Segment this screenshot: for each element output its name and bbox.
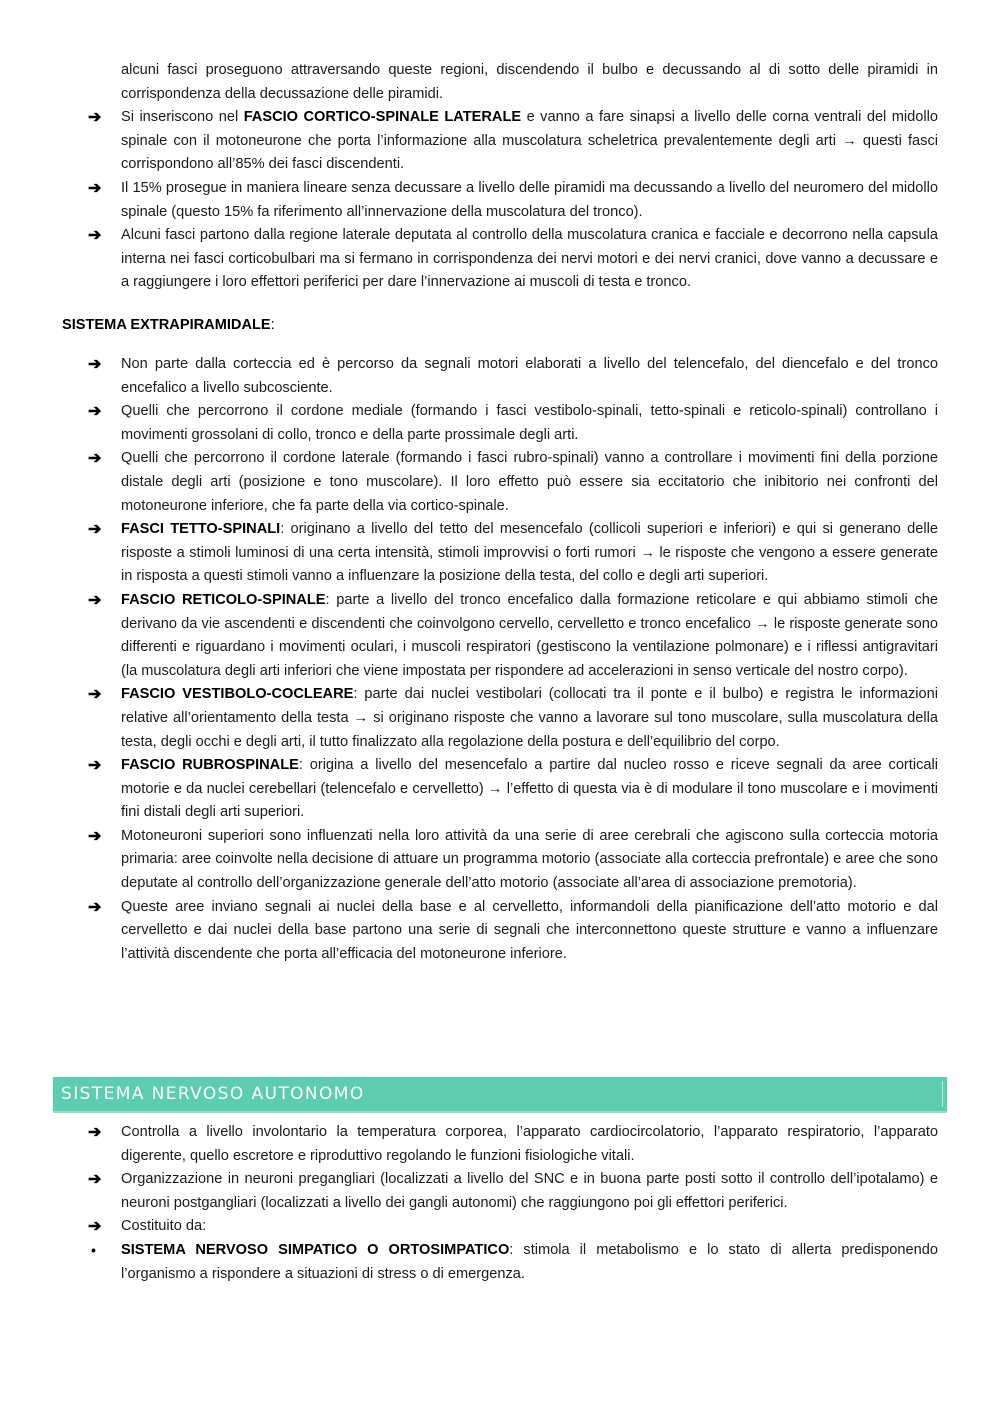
list-item: [0, 518, 1000, 589]
arrow-icon: ➔: [88, 356, 102, 373]
item-text: Queste aree inviano segnali ai nuclei della base e al cervelletto, informandoli della pianificazione dell’atto motorio e dal cervelletto e dai nuclei della base partono una serie di segnali che interconnettono queste strutture e vanno a influenzare l’attività discendente che porta all’efficacia del motoneurone inferiore.: [121, 898, 938, 962]
section-heading: SISTEMA NERVOSO AUTONOMO: [61, 1084, 365, 1104]
item-text: Motoneuroni superiori sono influenzati nella loro attività da una serie di aree cerebrali che agiscono sulla corteccia motoria primaria: aree coinvolte nella decisione di attuare un programma motorio (associate alla corteccia prefrontale) e aree che sono deputate al controllo dell’organizzazione generale dell’atto motorio (associate all’area di associazione premotoria).: [121, 827, 938, 892]
bold-term: SISTEMA NERVOSO SIMPATICO O ORTOSIMPATICO: [121, 1241, 510, 1258]
list-item: [0, 589, 1000, 683]
arrow-icon: ➔: [88, 757, 102, 775]
list-item: [0, 1168, 1000, 1215]
section-heading-bar: [53, 1077, 947, 1113]
heading-bar-divider: [942, 1081, 943, 1107]
item-text: Costituito da:: [121, 1218, 207, 1235]
extrapiramidale-label: [62, 314, 275, 336]
bold-term: FASCIO CORTICO-SPINALE LATERALE: [243, 109, 522, 126]
arrow-icon: ➔: [88, 521, 102, 539]
list-item: [0, 224, 1000, 295]
arrow-icon: ➔: [88, 1171, 102, 1189]
arrow-icon: ➔: [88, 827, 102, 845]
item-text: Quelli che percorrono il cordone mediale (formando i fasci vestibolo-spinali, tetto-spinali e reticolo-spinali) controllano i movimenti grossolani di collo, tronco e della parte prossimale degli arti.: [121, 403, 938, 443]
list-item: [0, 177, 1000, 224]
item-text: : parte dai nuclei vestibolari (collocati tra il ponte e il bulbo) e registra le informazioni relative all’orientamento della testa → si originano risposte che vanno a lavorare sul tono muscolare, sulla muscolatura della testa, degli occhi e degli arti, il tutto finalizzato alla regolazione della postura e dell’equilibrio del corpo.: [121, 686, 938, 750]
top-paragraph-list: [0, 59, 1000, 295]
list-item: [0, 447, 1000, 518]
arrow-icon: ➔: [88, 227, 102, 245]
arrow-icon: ➔: [88, 109, 102, 127]
item-text: Non parte dalla corteccia ed è percorso da segnali motori elaborati a livello del telencefalo, del diencefalo e del tronco encefalico a livello subcosciente.: [121, 356, 938, 396]
bold-term: FASCIO VESTIBOLO-COCLEARE: [121, 686, 354, 703]
extrapiramidale-label-text: SISTEMA EXTRAPIRAMIDALE: [62, 317, 271, 333]
arrow-icon: ➔: [88, 179, 102, 197]
list-item: [0, 683, 1000, 754]
extrapiramidale-list: [0, 353, 1000, 966]
bold-term: FASCIO RUBROSPINALE: [121, 757, 299, 774]
item-text: alcuni fasci proseguono attraversando queste regioni, discendendo il bulbo e decussando al di sotto delle piramidi in corrispondenza della decussazione delle piramidi.: [121, 62, 938, 102]
item-text: : origina a livello del mesencefalo a partire dal nucleo rosso e riceve segnali da aree corticali motorie e da nuclei cerebellari (telencefalo e cervelletto) → l’effetto di questa via è di modulare il tono muscolare e i movimenti fini distali degli arti superiori.: [121, 757, 938, 821]
list-item: [0, 106, 1000, 177]
extrapiramidale-label-colon: :: [270, 317, 275, 333]
item-text: Alcuni fasci partono dalla regione laterale deputata al controllo della muscolatura cranica e facciale e decorrono nella capsula interna nei fasci corticobulbari ma si fermano in corrispondenza dei nervi motori e dei nervi cranici, dove vanno a decussare e a raggiungere i loro effettori periferici per dare l’innervazione ai muscoli di testa e tronco.: [121, 227, 938, 291]
item-text: e vanno a fare sinapsi a livello delle corna ventrali del midollo spinale con il motoneurone che porta l’informazione alla muscolatura scheletrica prevalentemente degli arti → questi fasci corrispondono all’85% dei fasci discendenti.: [121, 109, 939, 173]
list-item: [0, 1239, 1000, 1286]
bullet-icon: •: [91, 1241, 96, 1258]
item-text: : originano a livello del tetto del mesencefalo (collicoli superiori e inferiori) e qui si generano delle risposte a stimoli luminosi di una certa intensità, stimoli improvvisi o forti rumori → le risposte che vengono a essere generate in risposta a questi stimoli vanno a influenzare la posizione della testa, del collo e degli arti superiori.: [121, 521, 938, 585]
item-text: : parte a livello del tronco encefalico dalla formazione reticolare e qui abbiamo stimoli che derivano da vie ascendenti e discendenti che coinvolgono cervello, cervelletto e tronco encefalico → le risposte generate sono differenti e riguardano i movimenti oculari, i muscoli respiratori (gestiscono la ventilazione polmonare) e i riflessi antigravitari (la muscolatura degli arti inferiori che viene impostata per rispondere ad accelerazioni in senso verticale del nostro corpo).: [121, 591, 938, 679]
arrow-icon: ➔: [88, 450, 102, 468]
list-item: [0, 353, 1000, 400]
arrow-icon: ➔: [88, 1124, 102, 1141]
bold-term: FASCI TETTO-SPINALI: [121, 521, 281, 538]
list-item: [0, 1215, 1000, 1239]
item-text: Il 15% prosegue in maniera lineare senza decussare a livello delle piramidi ma decussando a livello del neuromero del midollo spinale (questo 15% fa riferimento all’innervazione della muscolatura del tronco).: [121, 179, 938, 220]
item-text: Controlla a livello involontario la temperatura corporea, l’apparato cardiocircolatorio, l’apparato respiratorio, l’apparato digerente, quello escretore e riproduttivo regolando le funzioni fisiologiche vitali.: [121, 1124, 938, 1164]
list-item: [0, 59, 1000, 106]
item-text: Quelli che percorrono il cordone laterale (formando i fasci rubro-spinali) vanno a controllare i movimenti fini della porzione distale degli arti (posizione e tono muscolare). Il loro effetto può essere sia eccitatorio che inibitorio nei confronti del motoneurone inferiore, che fa parte della via cortico-spinale.: [121, 450, 938, 514]
list-item: [0, 825, 1000, 896]
list-item: [0, 1121, 1000, 1168]
item-text: Organizzazione in neuroni pregangliari (localizzati a livello del SNC e in buona parte posti sotto il controllo dell’ipotalamo) e neuroni postgangliari (localizzati a livello dei gangli autonomi) che raggiungono poi gli effettori periferici.: [121, 1171, 938, 1211]
item-text: Si inseriscono nel: [121, 109, 244, 126]
item-text: : stimola il metabolismo e lo stato di allerta predisponendo l’organismo a rispondere a situazioni di stress o di emergenza.: [121, 1241, 938, 1282]
bold-term: FASCIO RETICOLO-SPINALE: [121, 591, 326, 608]
autonomo-list: [0, 1121, 1000, 1286]
arrow-icon: ➔: [88, 403, 102, 421]
arrow-icon: ➔: [88, 1218, 102, 1236]
arrow-icon: ➔: [88, 898, 102, 916]
list-item: [0, 754, 1000, 825]
arrow-icon: ➔: [88, 591, 102, 609]
arrow-icon: ➔: [88, 686, 102, 704]
list-item: [0, 400, 1000, 447]
list-item: [0, 896, 1000, 967]
